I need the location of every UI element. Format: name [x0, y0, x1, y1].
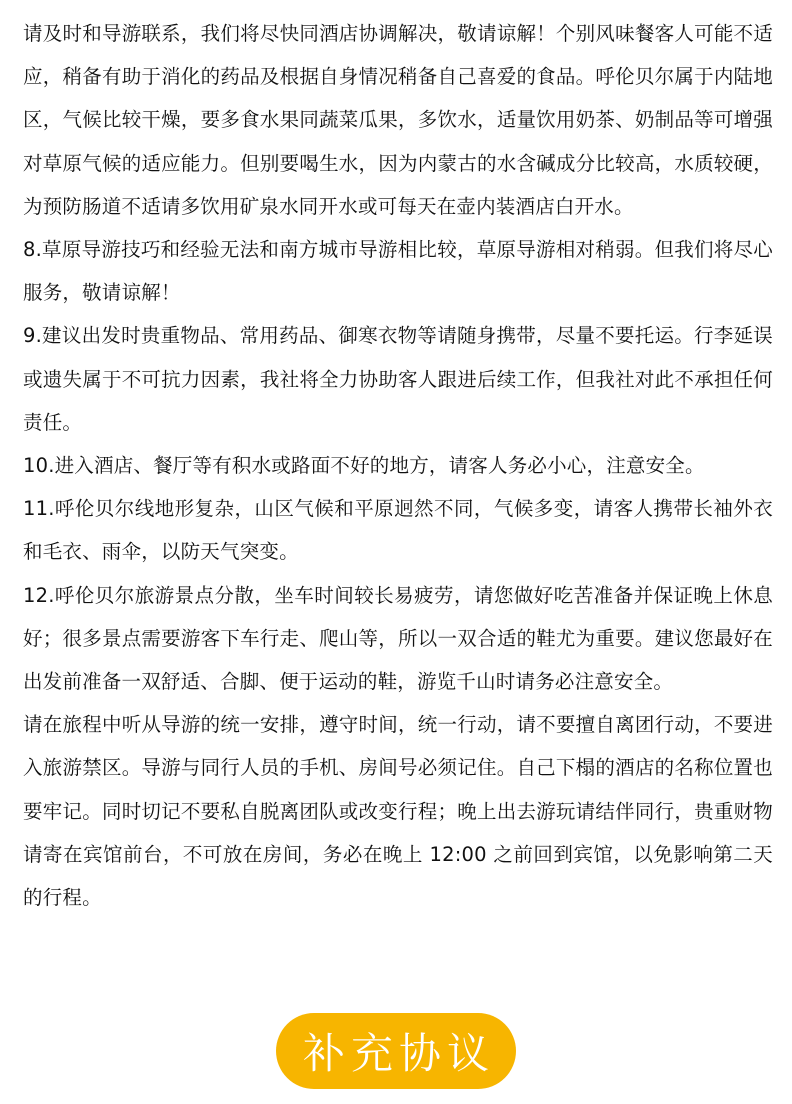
notice-text-block	[23, 12, 773, 919]
supplementary-agreement-label: 补充协议	[302, 1029, 495, 1078]
notice-item-11: 11.呼伦贝尔线地形复杂，山区气候和平原迥然不同，气候多变，请客人携带长袖外衣和毛衣、雨伞，以防天气突变。	[23, 497, 773, 564]
notice-item-9: 9.建议出发时贵重物品、常用药品、御寒衣物等请随身携带，尽量不要托运。行李延误或遗失属于不可抗力因素，我社将全力协助客人跟进后续工作，但我社对此不承担任何责任。	[23, 324, 773, 434]
supplementary-agreement-button[interactable]	[276, 1013, 516, 1089]
section-header-wrap	[0, 1013, 792, 1089]
notice-paragraph-closing: 请在旅程中听从导游的统一安排，遵守时间，统一行动，请不要擅自离团行动，不要进入旅游禁区。导游与同行人员的手机、房间号必须记住。自己下榻的酒店的名称位置也要牢记。同时切记不要私自脱离团队或改变行程；晚上出去游玩请结伴同行，贵重财物请寄在宾馆前台，不可放在房间，务必在晚上 12:00 之前回到宾馆，以免影响第二天的行程。	[23, 713, 773, 910]
notice-item-10: 10.进入酒店、餐厅等有积水或路面不好的地方，请客人务必小心，注意安全。	[23, 454, 705, 478]
notice-paragraph-intro: 请及时和导游联系，我们将尽快同酒店协调解决，敬请谅解！个别风味餐客人可能不适应，稍备有助于消化的药品及根据自身情况稍备自己喜爱的食品。呼伦贝尔属于内陆地区，气候比较干燥，要多食水果同蔬菜瓜果，多饮水，适量饮用奶茶、奶制品等可增强对草原气候的适应能力。但别要喝生水，因为内蒙古的水含碱成分比较高，水质较硬，为预防肠道不适请多饮用矿泉水同开水或可每天在壶内装酒店白开水。	[23, 22, 773, 218]
notice-item-12: 12.呼伦贝尔旅游景点分散，坐车时间较长易疲劳，请您做好吃苦准备并保证晚上休息好；很多景点需要游客下车行走、爬山等，所以一双合适的鞋尤为重要。建议您最好在出发前准备一双舒适、合脚、便于运动的鞋，游览千山时请务必注意安全。	[23, 583, 773, 694]
notice-item-8: 8.草原导游技巧和经验无法和南方城市导游相比较，草原导游相对稍弱。但我们将尽心服务，敬请谅解！	[23, 238, 773, 305]
